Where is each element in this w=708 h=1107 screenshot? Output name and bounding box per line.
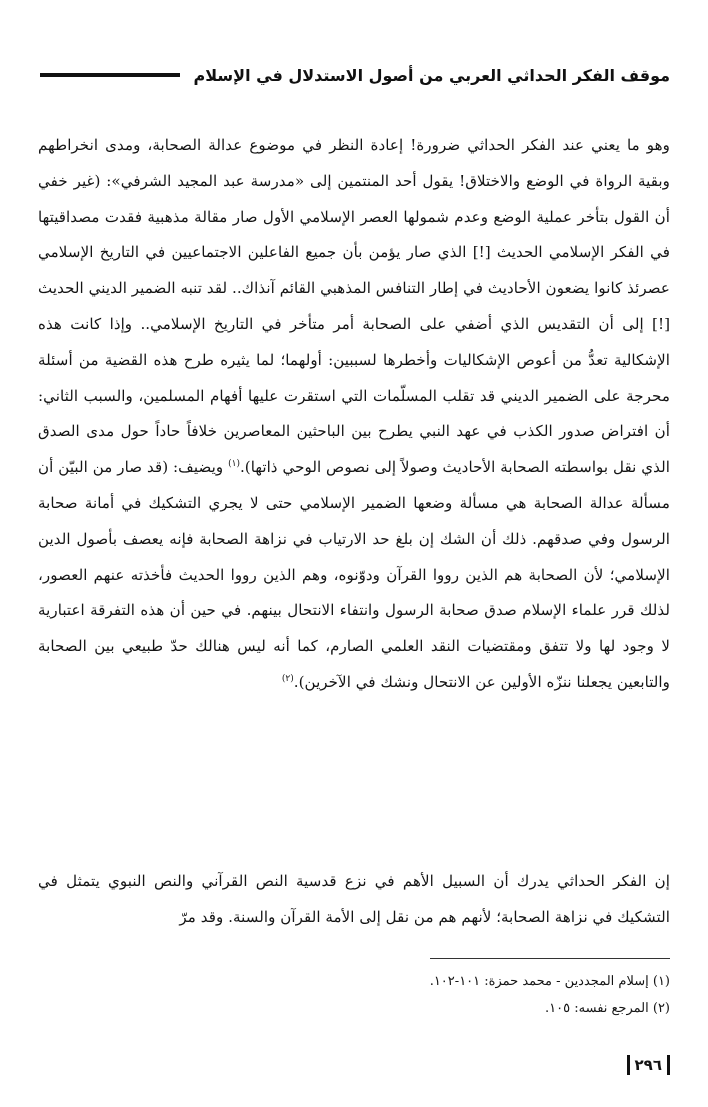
paragraph-2: إن الفكر الحداثي يدرك أن السبيل الأهم في نزع قدسية النص القرآني والنص النبوي يتمثل في التشكيك في نزاهة الصحابة؛ لأنهم هم من نقل إلى الأمة القرآن والسنة. وقد مرّ [38,872,670,926]
page-number-text: ٢٩٦ [634,1056,662,1074]
second-paragraph [38,864,670,936]
header-rule [40,73,180,77]
page-number [627,1055,670,1075]
paragraph-1-part-a: وهو ما يعني عند الفكر الحداثي ضرورة! إعادة النظر في موضوع عدالة الصحابة، ومدى انخراطهم وبقية الرواة في الوضع والاختلاق! يقول أحد المنتمين إلى «مدرسة عبد المجيد الشرفي»: (غير خفي أن القول بتأخر عملية الوضع وعدم شمولها العصر الإسلامي الأول صار مقالة مذهبية فقدت مصداقيتها في الفكر الإسلامي الحديث [!] الذي صار يؤمن بأن جميع الفاعلين الاجتماعيين في التاريخ الإسلامي عصرئذ كانوا يضعون الأحاديث في إطار التنافس المذهبي القائم آنذاك.. لقد تنبه الضمير الديني الحديث [!] إلى أن التقديس الذي أضفي على الصحابة أمر متأخر في التاريخ الإسلامي.. وإذا كانت هذه الإشكالية تعدُّ من أعوص الإشكاليات وأخطرها لسببين: أولهما؛ لما يثيره طرح هذه القضية من أسئلة محرجة على الضمير الديني قد تقلب المسلّمات التي استقرت عليها أفهام المسلمين، والسبب الثاني: أن افتراض صدور الكذب في عهد النبي يطرح بين الباحثين المعاصرين خلافاً حاداً حول مدى الصدق الذي نقل بواسطته الصحابة الأحاديث وصولاً إلى نصوص الوحي ذاتها). [38,136,670,477]
footnotes [38,968,670,1022]
footnote-2: (٢) المرجع نفسه: ١٠٥. [545,1001,670,1016]
footnote-ref-1[interactable]: (١) [228,459,240,470]
footnote-rule [430,958,670,959]
footnote-1: (١) إسلام المجددين - محمد حمزة: ١٠١-١٠٢. [429,974,670,989]
running-header [40,58,670,92]
main-paragraph [38,128,670,701]
page-number-right-bar [667,1055,670,1075]
page-number-left-bar [627,1055,630,1075]
paragraph-1-part-b: ويضيف: (قد صار من البيّن أن مسألة عدالة الصحابة هي مسألة وضعها الضمير الإسلامي حتى لا يجري التشكيك في أمانة صحابة الرسول وفي صدقهم. ذلك أن الشك إن بلغ حد الارتياب في نزاهة الصحابة فإنه يعصف بأصول الدين الإسلامي؛ لأن الصحابة هم الذين رووا القرآن ودوّنوه، وهم الذين رووا الحديث فأخذته عنهم العصور، لذلك قرر علماء الإسلام صدق صحابة الرسول وانتفاء الانتحال بينهم. في حين أن هذه التفرقة اعتبارية لا وجود لها ولا تتفق ومقتضيات النقد العلمي الصارم، كما أنه ليس هنالك حدّ طبيعي بين الصحابة والتابعين يجعلنا ننزّه الأولين عن الانتحال ونشك في الآخرين). [38,458,670,691]
paragraph-1 [38,128,670,701]
footnote-ref-2[interactable]: (٢) [281,673,294,684]
running-title: موقف الفكر الحداثي العربي من أصول الاستدلال في الإسلام [193,65,670,85]
